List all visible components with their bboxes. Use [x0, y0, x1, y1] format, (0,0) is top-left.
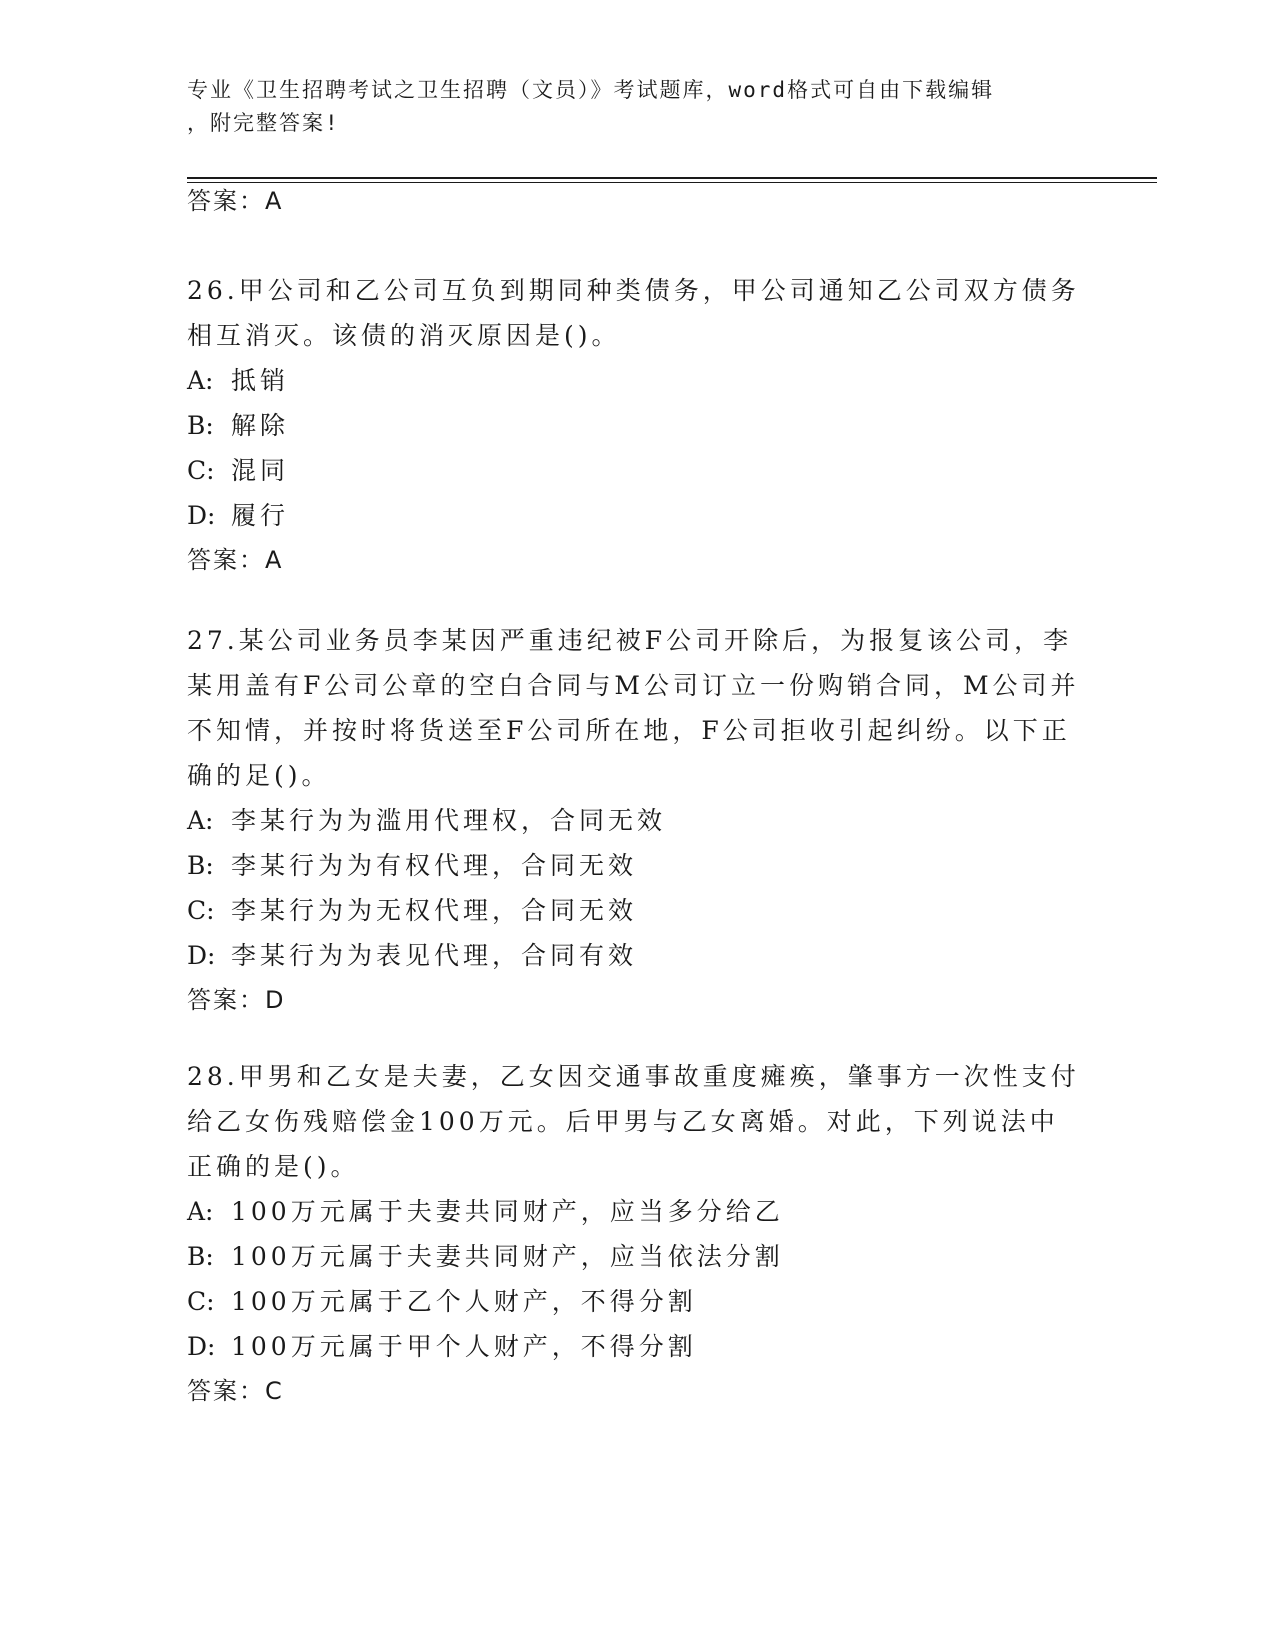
question-line: 26.甲公司和乙公司互负到期同种类债务，甲公司通知乙公司双方债务	[187, 276, 1080, 305]
option-a	[187, 798, 1087, 843]
question-28	[187, 1054, 1087, 1414]
option-key: A:	[187, 366, 214, 395]
option-text: 解除	[231, 411, 290, 440]
option-key: D:	[187, 1332, 216, 1361]
option-key: B:	[187, 851, 214, 880]
question-line: 确的足()。	[187, 761, 331, 790]
option-key: A:	[187, 806, 214, 835]
option-a	[187, 358, 1087, 403]
option-text: 履行	[231, 501, 290, 530]
question-line: 正确的是()。	[187, 1152, 360, 1181]
option-text: 李某行为为表见代理，合同有效	[231, 941, 638, 970]
header-line-1: 专业《卫生招聘考试之卫生招聘（文员）》考试题库，word格式可自由下载编辑	[187, 78, 995, 102]
option-c	[187, 448, 1087, 493]
question-line: 给乙女伤残赔偿金100万元。后甲男与乙女离婚。对此，下列说法中	[187, 1107, 1059, 1136]
option-key: C:	[187, 1287, 215, 1316]
option-key: C:	[187, 896, 215, 925]
option-d	[187, 1324, 1087, 1369]
option-c	[187, 1279, 1087, 1324]
option-text: 100万元属于夫妻共同财产，应当多分给乙	[231, 1197, 784, 1226]
question-line: 27.某公司业务员李某因严重违纪被F公司开除后，为报复该公司，李	[187, 626, 1073, 655]
option-text: 李某行为为无权代理，合同无效	[231, 896, 638, 925]
option-text: 100万元属于夫妻共同财产，应当依法分割	[231, 1242, 784, 1271]
answer-label: 答案：A	[187, 546, 284, 574]
header-line-2: ，附完整答案!	[187, 111, 340, 135]
answer-label: 答案：D	[187, 986, 286, 1014]
option-d	[187, 933, 1087, 978]
option-b	[187, 843, 1087, 888]
option-text: 混同	[231, 456, 290, 485]
option-key: D:	[187, 941, 216, 970]
page-header	[187, 74, 1087, 140]
option-key: B:	[187, 411, 214, 440]
option-key: A:	[187, 1197, 214, 1226]
question-line: 相互消灭。该债的消灭原因是()。	[187, 321, 621, 350]
question-text	[187, 618, 1087, 798]
option-b	[187, 403, 1087, 448]
answer-label: 答案：C	[187, 1377, 284, 1405]
option-c	[187, 888, 1087, 933]
question-text	[187, 1054, 1087, 1189]
option-d	[187, 493, 1087, 538]
question-text	[187, 268, 1087, 358]
option-key: C:	[187, 456, 215, 485]
option-a	[187, 1189, 1087, 1234]
option-text: 100万元属于甲个人财产，不得分割	[231, 1332, 697, 1361]
option-b	[187, 1234, 1087, 1279]
question-line: 某用盖有F公司公章的空白合同与M公司订立一份购销合同，M公司并	[187, 671, 1080, 700]
option-text: 李某行为为有权代理，合同无效	[231, 851, 638, 880]
question-line: 28.甲男和乙女是夫妻，乙女因交通事故重度瘫痪，肇事方一次性支付	[187, 1062, 1080, 1091]
option-key: D:	[187, 501, 216, 530]
previous-answer: 答案：A	[187, 187, 284, 215]
option-text: 抵销	[231, 366, 290, 395]
question-27	[187, 618, 1087, 1023]
question-26	[187, 268, 1087, 583]
option-key: B:	[187, 1242, 214, 1271]
option-text: 100万元属于乙个人财产，不得分割	[231, 1287, 697, 1316]
option-text: 李某行为为滥用代理权，合同无效	[231, 806, 667, 835]
question-line: 不知情，并按时将货送至F公司所在地，F公司拒收引起纠纷。以下正	[187, 716, 1071, 745]
header-divider	[187, 177, 1157, 183]
